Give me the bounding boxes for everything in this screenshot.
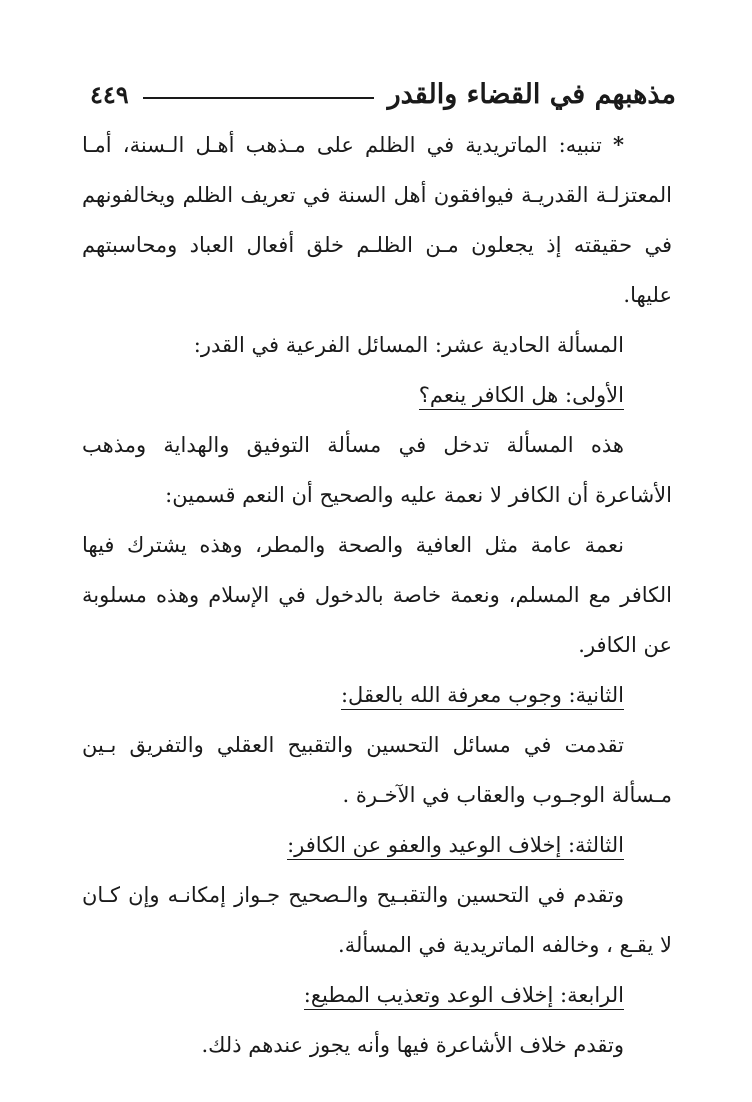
- question-4-heading-line: [82, 970, 672, 1020]
- question-4-paragraph: وتقدم خلاف الأشاعرة فيها وأنه يجوز عندهم ذلك.: [201, 1033, 624, 1057]
- question-2-heading: الثانية: وجوب معرفة الله بالعقل:: [341, 683, 624, 710]
- note-text: تنبيه: الماتريدية في الظلم على مـذهب أهـل الـسنة، أمـا المعتزلـة القدريـة فيوافقون أهل السنة في تعريف الظلم ويخالفونهم في حقيقته إذ يجعلون مـن الظلـم خلق أفعال العباد ومحاسبتهم عليها.: [82, 133, 672, 307]
- section-title: المسألة الحادية عشر: المسائل الفرعية في القدر:: [193, 333, 624, 357]
- chapter-title: مذهبهم في القضاء والقدر: [387, 78, 676, 110]
- question-1-heading: الأولى: هل الكافر ينعم؟: [419, 383, 624, 410]
- question-1-heading-line: [82, 370, 672, 420]
- question-1-paragraph-1: هذه المسألة تدخل في مسألة التوفيق والهداية ومذهب الأشاعرة أن الكافر لا نعمة عليه والصحيح أن النعم قسمين:: [82, 433, 672, 507]
- question-3-heading: الثالثة: إخلاف الوعيد والعفو عن الكافر:: [287, 833, 624, 860]
- question-3-heading-line: [82, 820, 672, 870]
- asterisk-marker: *: [613, 132, 624, 157]
- running-header: [90, 72, 676, 116]
- page-number: ٤٤٩: [90, 79, 129, 109]
- note-paragraph: [82, 120, 672, 320]
- body-text: [82, 120, 672, 1070]
- question-1-paragraph-2: نعمة عامة مثل العافية والصحة والمطر، وهذه يشترك فيها الكافر مع المسلم، ونعمة خاصة بالدخول في الإسلام وهذه مسلوبة عن الكافر.: [82, 533, 672, 657]
- question-2-heading-line: [82, 670, 672, 720]
- question-3-paragraph: وتقدم في التحسين والتقبـيح والـصحيح جـواز إمكانـه وإن كـان لا يقـع ، وخالفه الماتريدية في المسألة.: [82, 883, 672, 957]
- question-4-heading: الرابعة: إخلاف الوعد وتعذيب المطيع:: [304, 983, 624, 1010]
- question-2-paragraph: تقدمت في مسائل التحسين والتقبيح العقلي والتفريق بـين مـسألة الوجـوب والعقاب في الآخـرة .: [82, 733, 672, 807]
- header-rule: [143, 97, 374, 99]
